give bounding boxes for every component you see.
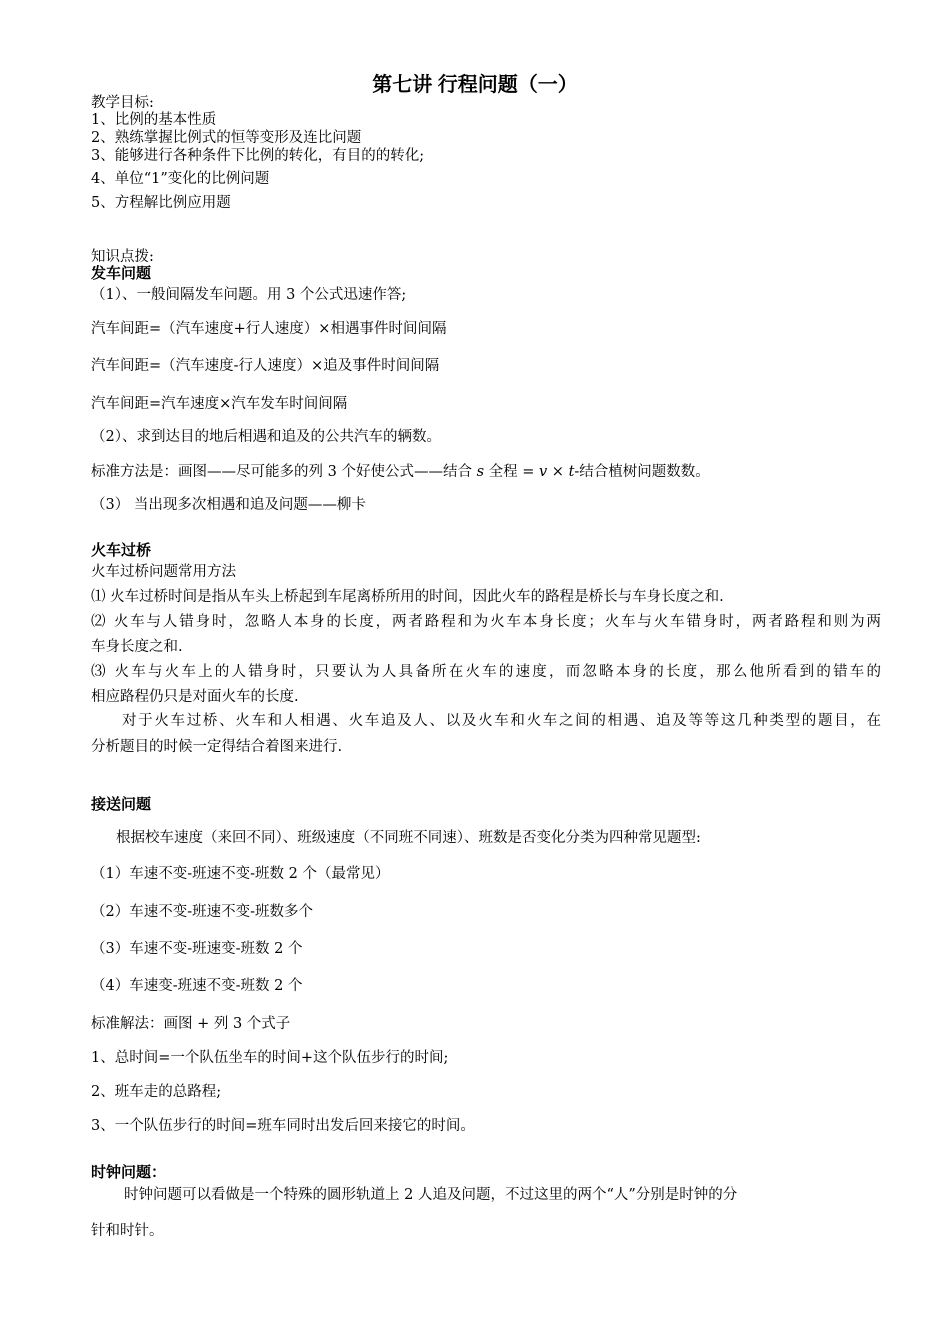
clock-paragraph-line-1: 时钟问题可以看做是一个特殊的圆形轨道上 2 人追及问题，不过这里的两个“人”分别是时钟的分 [124, 1187, 738, 1203]
bus-paragraph-2: （2）、求到达目的地后相遇和追及的公共汽车的辆数。 [91, 429, 441, 445]
train-rule-3-line-1: ⑶ 火车与火车上的人错身时，只要认为人具备所在火车的速度，而忽略本身的长度，那么他所看到的错车的 [91, 664, 881, 680]
objective-item-2: 2、熟练掌握比例式的恒等变形及连比问题 [91, 130, 362, 146]
shuttle-step-1: 1、总时间=一个队伍坐车的时间+这个队伍步行的时间; [91, 1050, 449, 1066]
train-note-line-1: 对于火车过桥、火车和人相遇、火车追及人、以及火车和火车之间的相遇、追及等等这几种类型的题目，在 [122, 713, 881, 729]
train-subheading: 火车过桥问题常用方法 [91, 564, 236, 580]
shuttle-intro: 根据校车速度（来回不同）、班级速度（不同班不同速）、班数是否变化分类为四种常见题型: [116, 830, 701, 846]
bus-paragraph-4: （3） 当出现多次相遇和追及问题——柳卡 [91, 497, 366, 513]
bus-formula-3: 汽车间距=汽车速度×汽车发车时间间隔 [91, 396, 348, 412]
objective-item-3: 3、能够进行各种条件下比例的转化，有目的的转化; [91, 148, 425, 164]
shuttle-step-2: 2、班车走的总路程; [91, 1084, 222, 1100]
clock-section-heading: 时钟问题： [91, 1164, 167, 1181]
shuttle-section-heading: 接送问题 [91, 796, 152, 813]
clock-paragraph-line-2: 针和时针。 [91, 1223, 164, 1239]
shuttle-case-2: （2）车速不变-班速不变-班数多个 [91, 904, 314, 920]
train-section-heading: 火车过桥 [91, 542, 152, 559]
shuttle-step-3: 3、一个队伍步行的时间=班车同时出发后回来接它的时间。 [91, 1118, 475, 1134]
train-rule-2-line-2: 车身长度之和. [91, 639, 183, 655]
bus-paragraph-1: （1）、一般间隔发车问题。用 3 个公式迅速作答; [91, 287, 407, 303]
shuttle-case-4: （4）车速变-班速不变-班数 2 个 [91, 978, 303, 994]
shuttle-case-3: （3）车速不变-班速变-班数 2 个 [91, 941, 303, 957]
bus-section-heading: 发车问题 [91, 265, 152, 282]
shuttle-method: 标准解法：画图 + 列 3 个式子 [91, 1016, 291, 1032]
train-rule-1: ⑴ 火车过桥时间是指从车头上桥起到车尾离桥所用的时间，因此火车的路程是桥长与车身长度之和. [91, 589, 724, 605]
train-rule-3-line-2: 相应路程仍只是对面火车的长度. [91, 689, 299, 705]
objective-item-5: 5、方程解比例应用题 [91, 195, 231, 211]
shuttle-case-1: （1）车速不变-班速不变-班数 2 个（最常见） [91, 866, 390, 882]
train-rule-2-line-1: ⑵ 火车与人错身时，忽略人本身的长度，两者路程和为火车本身长度；火车与火车错身时，两者路程和则为两 [91, 614, 881, 630]
objective-item-1: 1、比例的基本性质 [91, 112, 217, 128]
bus-formula-2: 汽车间距=（汽车速度-行人速度）×追及事件时间间隔 [91, 358, 440, 374]
knowledge-heading: 知识点拨: [91, 249, 154, 265]
objective-item-4: 4、单位“1”变化的比例问题 [91, 171, 270, 187]
objectives-heading: 教学目标: [91, 95, 154, 111]
bus-paragraph-3: 标准方法是：画图——尽可能多的列 3 个好使公式——结合 s 全程 = v × t-结合植树问题数数。 [91, 464, 710, 480]
page-title: 第七讲 行程问题（一） [372, 74, 578, 96]
bus-formula-1: 汽车间距=（汽车速度+行人速度）×相遇事件时间间隔 [91, 321, 447, 337]
train-note-line-2: 分析题目的时候一定得结合着图来进行. [91, 739, 343, 755]
